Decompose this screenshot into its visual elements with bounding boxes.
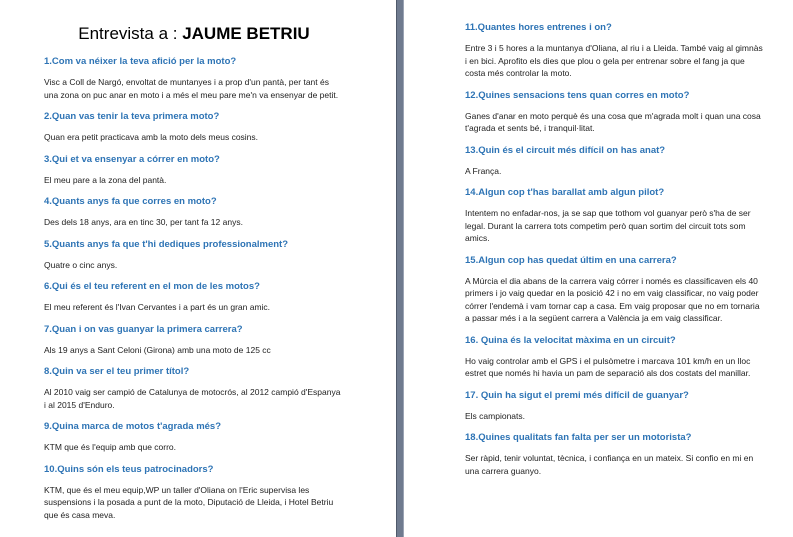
answer: Ser ràpid, tenir voluntat, tècnica, i confiança en un mateix. Si confio en mi en una carrera guanyo.	[465, 453, 754, 476]
right-column	[465, 0, 765, 487]
answer: Al 2010 vaig ser campió de Catalunya de motocrós, al 2012 campió d'Espanya i al 2015 d'Enduro.	[44, 387, 341, 410]
answer: Ganes d'anar en moto perquè és una cosa que m'agrada molt i quan una cosa t'agrada et sents bé, i tranquil·litat.	[465, 110, 761, 133]
title-prefix: Entrevista a :	[78, 24, 183, 43]
question: 1.Com va néixer la teva afició per la moto?	[44, 56, 237, 67]
question: 13.Quin és el circuit més difícil on has anat?	[465, 144, 666, 156]
question: 10.Quins són els teus patrocinadors?	[44, 463, 214, 475]
question: 17. Quin ha sigut el premi més difícil de guanyar?	[465, 389, 689, 401]
question: 7.Quan i on vas guanyar la primera carrera?	[44, 323, 243, 335]
answer: A Múrcia el dia abans de la carrera vaig córrer i només es classificaven els 40 primers i jo vaig quedar en la posició 42 i no em vaig classificar, no vaig poder córrer l'endemà i vam tornar cap a casa. Em vaig proposar que no em tornaria a passar més i a la següent carrera a València ja em vaig classificar.	[465, 275, 760, 323]
left-column	[44, 0, 344, 531]
question: 14.Algun cop t'has barallat amb algun pilot?	[465, 187, 665, 198]
question: 9.Quina marca de motos t'agrada més?	[44, 421, 222, 432]
answer: KTM, que és el meu equip,WP un taller d'Oliana on l'Eric supervisa les suspensions i la posada a punt de la moto, Diputació de Lleida, i Hotel Betriu que és casa meva.	[44, 484, 334, 520]
answer: Visc a Coll de Nargó, envoltat de muntanyes i a prop d'un pantà, per tant és una zona on puc anar en moto i a més el meu pare me'n va ensenyar de petit.	[44, 77, 339, 100]
title-name: JAUME BETRIU	[182, 24, 310, 43]
answer: Quatre o cinc anys.	[44, 259, 118, 270]
question: 15.Algun cop has quedat últim en una carrera?	[465, 254, 677, 266]
answer: Als 19 anys a Sant Celoni (Girona) amb una moto de 125 cc	[44, 344, 271, 355]
answer: Quan era petit practicava amb la moto dels meus cosins.	[44, 132, 259, 142]
answer: Els campionats.	[465, 410, 525, 421]
answer: Des dels 18 anys, ara en tinc 30, per tant fa 12 anys.	[44, 217, 243, 227]
answer: KTM que és l'equip amb que corro.	[44, 442, 177, 452]
left-page	[0, 0, 396, 537]
answer: El meu pare a la zona del pantà.	[44, 174, 167, 185]
page-title	[44, 24, 344, 44]
answer: El meu referent és l'Ivan Cervantes i a part és un gran amic.	[44, 302, 271, 312]
question: 18.Quines qualitats fan falta per ser un motorista?	[465, 432, 692, 443]
question: 5.Quants anys fa que t'hi dediques professionalment?	[44, 238, 289, 250]
right-page	[404, 0, 793, 537]
question: 3.Qui et va ensenyar a córrer en moto?	[44, 153, 220, 165]
answer: Ho vaig controlar amb el GPS i el pulsòmetre i marcava 101 km/h en un lloc estret que només hi havia un pam de separació als dos costats del manillar.	[465, 355, 751, 378]
question: 16. Quina és la velocitat màxima en un circuit?	[465, 334, 676, 346]
question: 12.Quines sensacions tens quan corres en moto?	[465, 89, 690, 101]
answer: A França.	[465, 165, 502, 176]
question: 4.Quants anys fa que corres en moto?	[44, 196, 217, 207]
answer: Entre 3 i 5 hores a la muntanya d'Oliana, al riu i a Lleida. També vaig al gimnàs i en bici. Aprofito els dies que plou o gela per entrenar sobre el fang ja que costa més controlar la moto.	[465, 43, 763, 78]
question: 8.Quin va ser el teu primer títol?	[44, 366, 190, 377]
question: 2.Quan vas tenir la teva primera moto?	[44, 111, 220, 122]
question: 11.Quantes hores entrenes i on?	[465, 22, 612, 33]
question: 6.Qui és el teu referent en el mon de les motos?	[44, 281, 260, 292]
answer: Intentem no enfadar-nos, ja se sap que tothom vol guanyar però s'ha de ser legal. Durant la carrera tots competim però quan sortim del circuit tots som amics.	[465, 208, 751, 243]
page-divider	[396, 0, 404, 537]
